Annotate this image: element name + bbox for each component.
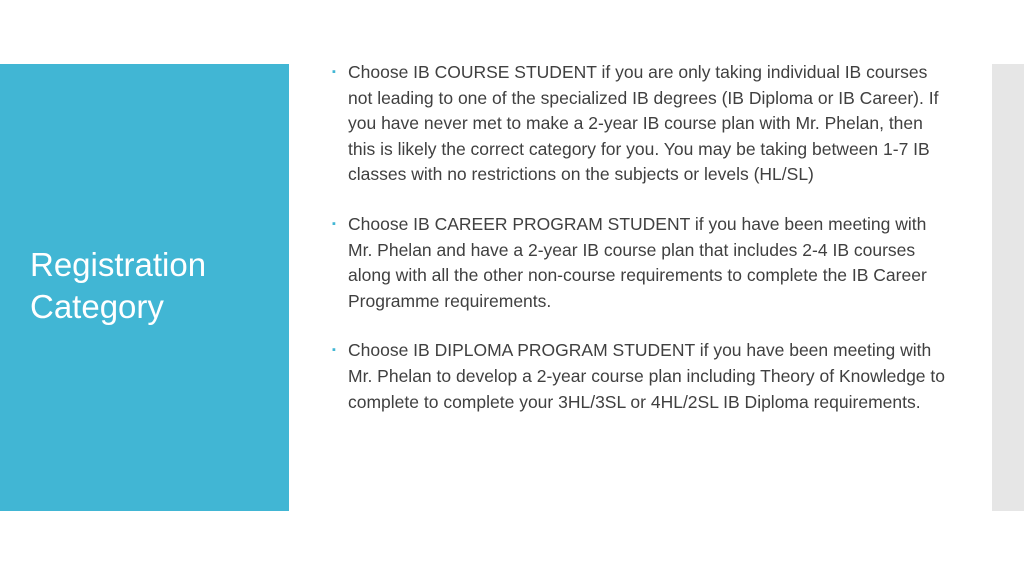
bullet-text: Choose IB CAREER PROGRAM STUDENT if you have been meeting with Mr. Phelan and have a 2-year IB course plan that includes 2-4 IB courses along with all the other non-course requirements to complete the IB Career Programme requirements.	[348, 213, 927, 311]
bullet-marker-icon: ▪	[332, 217, 336, 230]
bullet-list	[330, 60, 950, 439]
bullet-marker-icon: ▪	[332, 66, 336, 78]
slide-title: Registration Category	[30, 246, 207, 325]
right-decorative-strip	[992, 64, 1024, 511]
bullet-marker-icon: ▪	[332, 344, 336, 357]
bullet-text: Choose IB DIPLOMA PROGRAM STUDENT if you have been meeting with Mr. Phelan to develop a 2-year course plan including Theory of Knowledge to complete to complete your 3HL/3SL or 4HL/2SL IB Diploma requirements.	[348, 340, 945, 412]
bullet-item-course-student	[330, 60, 950, 188]
bullet-item-diploma-program	[330, 338, 950, 415]
bullet-text: Choose IB COURSE STUDENT if you are only taking individual IB courses not leading to one of the specialized IB degrees (IB Diploma or IB Career). If you have never met to make a 2-year IB course plan with Mr. Phelan, then this is likely the correct category for you. You may be taking between 1-7 IB classes with no restrictions on the subjects or levels (HL/SL)	[348, 62, 939, 185]
bullet-item-career-program	[330, 212, 950, 314]
